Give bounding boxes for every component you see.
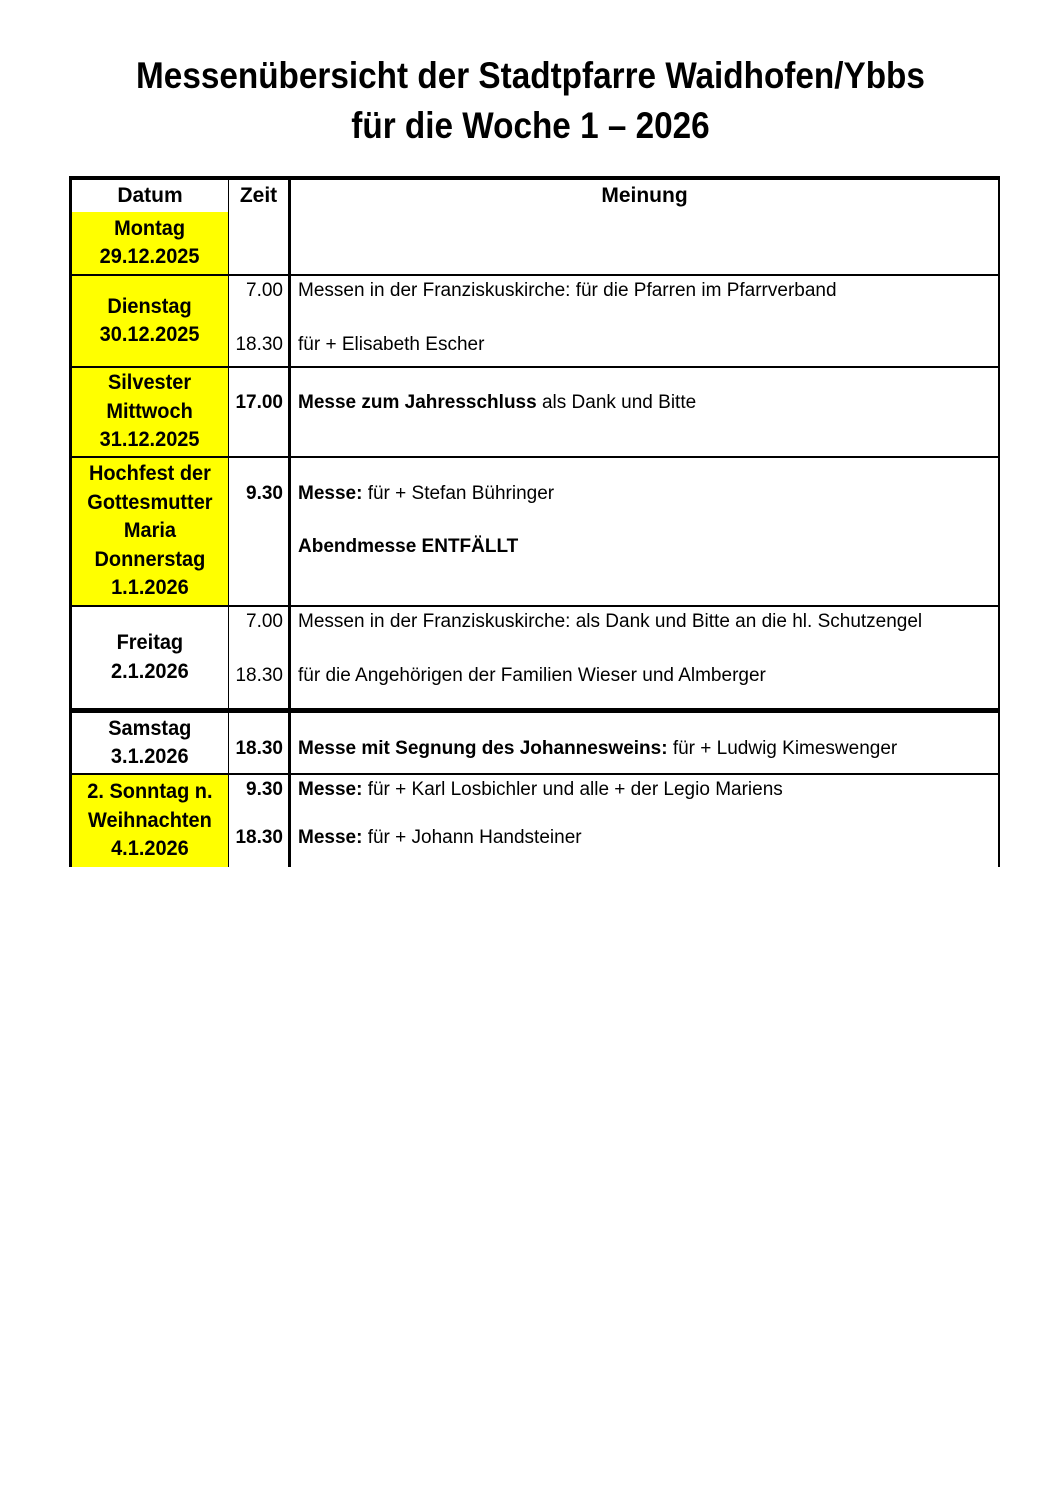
day-label-line: 30.12.2025 [100, 323, 200, 346]
mass-time: 7.00 [246, 280, 283, 301]
mass-schedule-table [69, 176, 1000, 867]
day-label-line: Weihnachten [88, 808, 212, 832]
header-intent: Meinung [291, 180, 1000, 212]
day-label-line: Freitag [116, 631, 184, 654]
day-label [100, 293, 200, 350]
mass-time: 17.00 [235, 392, 283, 413]
mass-intention [298, 392, 696, 414]
mass-intention-bold: Messe mit Segnung des Johannesweins: [298, 738, 668, 759]
mass-intention-bold: Messe: [298, 779, 363, 800]
mass-intention-text: für die Angehörigen der Familien Wieser und Almberger [298, 665, 766, 686]
table-row [72, 456, 1000, 605]
mass-intention [298, 827, 582, 849]
intent-cell [291, 607, 1000, 708]
day-label-line: Donnerstag [94, 547, 206, 571]
day-cell [72, 458, 229, 605]
table-row [72, 212, 1000, 274]
day-label-line: 1.1.2026 [111, 576, 189, 600]
day-cell [72, 713, 229, 773]
mass-time: 18.30 [235, 665, 283, 686]
day-label [100, 369, 200, 455]
day-label-line: Samstag [108, 716, 192, 740]
day-cell [72, 607, 229, 708]
mass-time: 18.30 [235, 334, 283, 355]
mass-intention [298, 280, 837, 302]
intent-cell [291, 212, 1000, 274]
day-cell [72, 276, 229, 366]
mass-intention-text: Messen in der Franziskuskirche: als Dank und Bitte an die hl. Schutzengel [298, 611, 923, 632]
intent-cell [291, 713, 1000, 773]
mass-intention-text: für + Ludwig Kimeswenger [667, 738, 898, 759]
header-time: Zeit [229, 180, 291, 212]
mass-intention [298, 611, 922, 633]
mass-intention-bold: Messe: [298, 483, 363, 504]
day-cell [72, 368, 229, 456]
page-title-line1: Messenübersicht der Stadtpfarre Waidhofen/Ybbs [136, 55, 925, 96]
mass-intention-bold: Messe zum Jahresschluss [298, 392, 537, 413]
page-title-line2: für die Woche 1 – 2026 [351, 105, 710, 146]
mass-intention [298, 536, 518, 558]
mass-intention-bold: Messe: [298, 827, 363, 848]
mass-intention-text: für + Karl Losbichler und alle + der Legio Mariens [362, 779, 783, 800]
mass-time: 9.30 [246, 483, 283, 504]
day-label-line: 29.12.2025 [100, 245, 200, 268]
day-label [111, 629, 189, 686]
day-label [108, 715, 191, 772]
day-cell [72, 212, 229, 274]
mass-intention-text: als Dank und Bitte [536, 392, 697, 413]
time-cell [229, 607, 291, 708]
intent-cell [291, 276, 1000, 366]
table-row [72, 366, 1000, 456]
day-label-line: 31.12.2025 [100, 428, 200, 452]
table-row [72, 605, 1000, 711]
mass-intention [298, 665, 766, 687]
time-cell [229, 276, 291, 366]
header-date: Datum [72, 180, 229, 212]
mass-intention-text: für + Johann Handsteiner [362, 827, 582, 848]
day-label-line: Gottesmutter [87, 490, 213, 514]
mass-time: 9.30 [246, 779, 283, 800]
time-cell [229, 775, 291, 867]
time-cell [229, 368, 291, 456]
mass-intention [298, 334, 484, 356]
mass-intention-text: für + Elisabeth Escher [298, 334, 485, 355]
day-label-line: 2. Sonntag n. [87, 780, 213, 804]
intent-cell [291, 458, 1000, 605]
day-label-line: Maria [123, 519, 177, 543]
mass-intention-text: für + Stefan Bühringer [362, 483, 555, 504]
table-row [72, 274, 1000, 366]
day-label-line: Silvester [108, 371, 192, 395]
table-header-row [72, 180, 1000, 212]
day-label [87, 778, 212, 864]
day-cell [72, 775, 229, 867]
mass-intention [298, 483, 554, 505]
mass-time: 18.30 [235, 738, 283, 759]
time-cell [229, 212, 291, 274]
time-cell [229, 713, 291, 773]
day-label-line: 4.1.2026 [111, 837, 189, 861]
time-cell [229, 458, 291, 605]
day-label-line: Montag [114, 216, 186, 240]
mass-intention [298, 779, 783, 801]
table-row [72, 773, 1000, 867]
intent-cell [291, 368, 1000, 456]
table-row [72, 711, 1000, 773]
day-label [100, 215, 200, 272]
mass-intention-text: Messen in der Franziskuskirche: für die Pfarren im Pfarrverband [298, 280, 837, 301]
intent-cell [291, 775, 1000, 867]
mass-time: 18.30 [235, 827, 283, 848]
mass-intention-bold: Abendmesse ENTFÄLLT [298, 536, 519, 557]
day-label-line: Dienstag [107, 294, 193, 318]
day-label [87, 460, 212, 603]
day-label-line: Mittwoch [106, 399, 194, 423]
mass-time: 7.00 [246, 611, 283, 632]
day-label-line: 2.1.2026 [111, 659, 189, 683]
day-label-line: Hochfest der [89, 462, 211, 486]
mass-intention [298, 738, 897, 760]
day-label-line: 3.1.2026 [111, 745, 189, 768]
